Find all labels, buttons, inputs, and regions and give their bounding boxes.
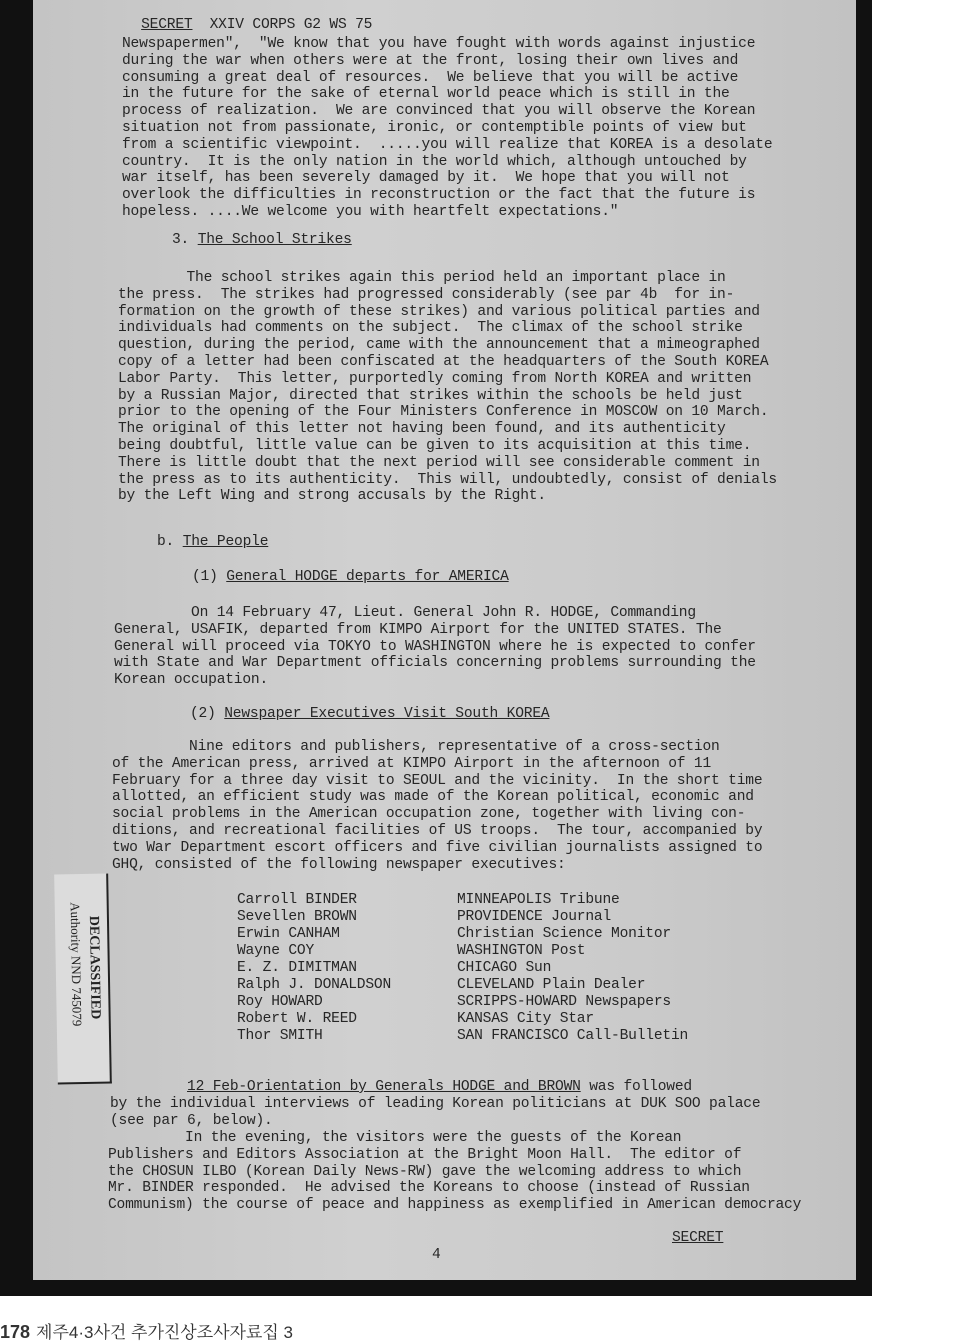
footer-secret-marking: SECRET <box>672 1230 724 1246</box>
text-line: Communism) the course of peace and happiness as exemplified in American democracy <box>108 1197 802 1214</box>
text-line: Newspapermen", "We know that you have fought with words against injustice <box>122 36 756 52</box>
executive-name: Wayne COY <box>237 943 315 959</box>
text-line: social problems in the American occupation zone, together with living con- <box>112 806 746 823</box>
declassified-stamp <box>54 874 112 1085</box>
text-line: by the individual interviews of leading Korean politicians at DUK SOO palace <box>110 1095 761 1112</box>
text-line: allotted, an efficient study was made of the Korean political, economic and <box>112 789 754 806</box>
subheading-hodge <box>192 569 509 586</box>
subheading-newspaper-executives <box>190 706 549 723</box>
text-line: process of realization. We are convinced that you will observe the Korean <box>122 103 756 120</box>
sub-title: General HODGE departs for AMERICA <box>226 569 509 585</box>
text-line: question, during the period, came with the announcement that a mimeographed <box>118 337 760 354</box>
text-line: (see par 6, below). <box>110 1112 273 1129</box>
text-line: Labor Party. This letter, purportedly coming from North KOREA and written <box>118 370 752 387</box>
text-line: hopeless. ....We welcome you with heartfelt expectations." <box>122 203 619 220</box>
text-line: GHQ, consisted of the following newspaper executives: <box>112 856 566 873</box>
secret-marking: SECRET <box>141 16 193 33</box>
executive-paper: WASHINGTON Post <box>457 943 586 959</box>
section-heading-school-strikes <box>172 232 352 249</box>
executive-paper: PROVIDENCE Journal <box>457 909 612 925</box>
section-number: b. <box>157 534 175 550</box>
text-line: ditions, and recreational facilities of US troops. The tour, accompanied by <box>112 822 763 839</box>
orientation-lead: 12 Feb-Orientation by Generals HODGE and BROWN <box>187 1079 581 1095</box>
section-number: 3. <box>172 232 190 248</box>
text-line: with State and War Department officials concerning problems surrounding the <box>114 655 756 672</box>
executive-name: Thor SMITH <box>237 1028 323 1044</box>
text-line: Korean occupation. <box>114 672 269 689</box>
text-line: being doubtful, little value can be given to its acquisition at this time. <box>118 437 752 454</box>
book-title: 제주4·3사건 추가진상조사자료집 3 <box>36 1323 294 1342</box>
executive-name: Ralph J. DONALDSON <box>237 977 392 993</box>
executive-paper: KANSAS City Star <box>457 1011 594 1027</box>
executive-name: Robert W. REED <box>237 1011 357 1027</box>
text-line: copy of a letter had been confiscated at the headquarters of the South KOREA <box>118 353 769 370</box>
executive-paper: CLEVELAND Plain Dealer <box>457 977 646 993</box>
stamp-authority: Authority NND 745079 <box>67 901 85 1027</box>
text-line: General, USAFIK, departed from KIMPO Airport for the UNITED STATES. The <box>114 621 722 638</box>
text-line: The original of this letter not having been found, and its authenticity <box>118 421 726 438</box>
executive-paper: CHICAGO Sun <box>457 960 552 976</box>
text-line: the CHOSUN ILBO (Korean Daily News-RW) gave the welcoming address to which <box>108 1163 742 1180</box>
section-heading-people <box>157 534 268 551</box>
text-line: country. It is the only nation in the world which, although untouched by <box>122 153 747 170</box>
stamp-title: DECLASSIFIED <box>85 915 103 1020</box>
text-line: during the war when others were at the front, losing their own lives and <box>122 52 739 69</box>
text-line: Nine editors and publishers, representative of a cross-section <box>112 739 720 755</box>
paragraph-evening-reception <box>108 1130 801 1214</box>
text-line: two War Department escort officers and five civilian journalists assigned to <box>112 839 763 856</box>
paragraph-executives-visit <box>112 739 762 873</box>
text-line: in the future for the sake of eternal world peace which is still in the <box>122 86 730 103</box>
report-reference: XXIV CORPS G2 WS 75 <box>209 16 373 33</box>
text-line: prior to the opening of the Four Ministers Conference in MOSCOW on 10 March. <box>118 404 769 421</box>
text-line: by a Russian Major, directed that strikes within the schools be held just <box>118 387 743 404</box>
text-line: Publishers and Editors Association at the Bright Moon Hall. The editor of <box>108 1146 742 1163</box>
text-line: situation not from passionate, ironic, or contemptible points of view but <box>122 119 747 136</box>
text-line: On 14 February 47, Lieut. General John R. HODGE, Commanding <box>114 605 696 621</box>
executive-paper: Christian Science Monitor <box>457 926 671 942</box>
executive-paper: MINNEAPOLIS Tribune <box>457 892 620 908</box>
executive-name: Erwin CANHAM <box>237 926 340 942</box>
text-line: the press as to its authenticity. This will, undoubtedly, consist of denials <box>118 471 777 488</box>
executive-name: Carroll BINDER <box>237 892 357 908</box>
sub-number: (2) <box>190 706 216 722</box>
text-line: the press. The strikes had progressed considerably (see par 4b for in- <box>118 286 735 303</box>
paragraph-hodge-departure <box>114 605 756 689</box>
book-footer <box>0 1318 293 1343</box>
document-header <box>124 0 372 34</box>
text-line: Mr. BINDER responded. He advised the Koreans to choose (instead of Russian <box>108 1180 750 1197</box>
text-line: of the American press, arrived at KIMPO Airport in the afternoon of 11 <box>112 755 712 772</box>
text-line: individuals had comments on the subject. The climax of the school strike <box>118 320 743 337</box>
paragraph-newspapermen-quote <box>122 36 772 221</box>
text-line: by the Left Wing and strong accusals by the Right. <box>118 488 546 505</box>
sub-title: Newspaper Executives Visit South KOREA <box>224 706 550 722</box>
text-line: from a scientific viewpoint. .....you will realize that KOREA is a desolate <box>122 136 773 153</box>
executive-name: Roy HOWARD <box>237 994 323 1010</box>
executive-name: E. Z. DIMITMAN <box>237 960 357 976</box>
text-line: In the evening, the visitors were the guests of the Korean <box>108 1130 682 1146</box>
text-line: overlook the difficulties in reconstruction or the fact that the future is <box>122 187 756 204</box>
section-title: The School Strikes <box>197 232 352 248</box>
executive-name: Sevellen BROWN <box>237 909 357 925</box>
section-title: The People <box>182 534 269 550</box>
text-line: was followed <box>580 1079 692 1095</box>
text-line: formation on the growth of these strikes) and various political parties and <box>118 303 760 320</box>
text-line: February for a three day visit to SEOUL and the vicinity. In the short time <box>112 772 763 789</box>
paragraph-school-strikes <box>118 270 777 505</box>
book-page-number: 178 <box>0 1322 31 1342</box>
text-line: There is little doubt that the next period will see considerable comment in <box>118 454 760 471</box>
text-line: consuming a great deal of resources. We believe that you will be active <box>122 69 739 86</box>
text-line: war itself, has been severely damaged by it. We hope that you will not <box>122 170 730 187</box>
sub-number: (1) <box>192 569 218 585</box>
page-number: 4 <box>432 1247 441 1263</box>
executive-paper: SCRIPPS-HOWARD Newspapers <box>457 994 671 1010</box>
text-line: General will proceed via TOKYO to WASHINGTON where he is expected to confer <box>114 638 756 655</box>
executive-paper: SAN FRANCISCO Call-Bulletin <box>457 1028 689 1044</box>
text-line: The school strikes again this period held an important place in <box>118 270 726 286</box>
